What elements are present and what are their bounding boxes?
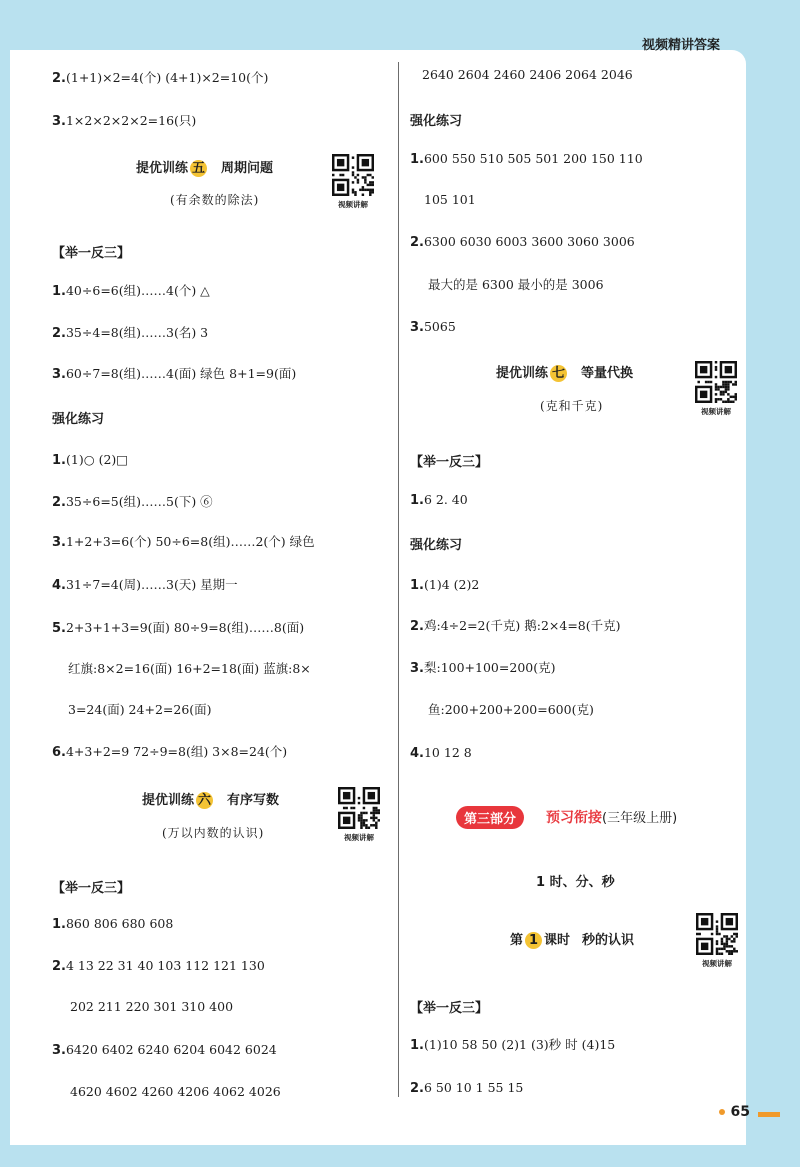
page-number: 65 — [719, 1104, 750, 1120]
list-item: 1.(1)○ (2)□ — [52, 452, 129, 468]
list-item: 2.鸡:4÷2=2(千克) 鹅:2×4=8(千克) — [410, 618, 621, 634]
list-item: 红旗:8×2=16(面) 16+2=18(面) 蓝旗:8× — [68, 661, 311, 676]
list-item: 最大的是 6300 最小的是 3006 — [428, 277, 604, 292]
section-badge: 五 — [192, 161, 206, 176]
list-item: 3.5065 — [410, 319, 456, 335]
part-badge: 第三部分 — [456, 806, 524, 829]
list-item: 105 101 — [424, 192, 476, 207]
section-subtitle: (万以内数的认识) — [162, 826, 265, 840]
section-label: 强化练习 — [410, 538, 463, 553]
qr-modules — [332, 154, 374, 196]
dot-icon — [719, 1109, 725, 1115]
list-item: 202 211 220 301 310 400 — [70, 999, 234, 1014]
list-item: 2.(1+1)×2=4(个) (4+1)×2=10(个) — [52, 70, 269, 86]
list-item: 1.40÷6=6(组)……4(个) △ — [52, 283, 210, 299]
lesson-badge: 1 — [525, 932, 542, 949]
part-title: 预习衔接(三年级上册) — [546, 810, 678, 826]
list-item: 3.6420 6402 6240 6204 6042 6024 — [52, 1042, 277, 1058]
qr-caption: 视频讲解 — [701, 407, 731, 416]
section-title: 提优训练 六 有序写数 — [142, 793, 280, 808]
unit-title: 1 时、分、秒 — [536, 875, 615, 890]
qr-caption: 视频讲解 — [338, 200, 368, 209]
list-item: 1.(1)10 58 50 (2)1 (3)秒 时 (4)15 — [410, 1037, 616, 1053]
section-label: 【举一反三】 — [410, 455, 489, 470]
accent-bar — [758, 1112, 780, 1117]
list-item: 3=24(面) 24+2=26(面) — [68, 702, 212, 717]
qr-caption: 视频讲解 — [702, 959, 732, 968]
qr-caption: 视频讲解 — [344, 833, 374, 842]
section-title: 提优训练 七 等量代换 — [496, 366, 634, 381]
qr-code-icon[interactable] — [696, 913, 738, 955]
list-item: 2640 2604 2460 2406 2064 2046 — [422, 67, 633, 82]
list-item: 3.梨:100+100=200(克) — [410, 660, 556, 676]
section-label: 强化练习 — [410, 114, 463, 129]
lesson-title: 第 1 课时 秒的认识 — [510, 933, 635, 948]
section-subtitle: (有余数的除法) — [170, 193, 260, 207]
qr-modules — [338, 787, 380, 829]
list-item: 2.4 13 22 31 40 103 112 121 130 — [52, 958, 265, 974]
header-title: 视频精讲答案 — [641, 38, 720, 53]
qr-code-icon[interactable] — [695, 361, 737, 403]
page-sheet — [10, 50, 746, 1145]
section-badge: 七 — [552, 366, 566, 381]
list-item: 6.4+3+2=9 72÷9=8(组) 3×8=24(个) — [52, 744, 288, 760]
section-label: 【举一反三】 — [52, 881, 131, 896]
section-subtitle: (克和千克) — [540, 399, 604, 413]
list-item: 1.860 806 680 608 — [52, 916, 174, 932]
qr-code-icon[interactable] — [332, 154, 374, 196]
list-item: 4.31÷7=4(周)……3(天) 星期一 — [52, 577, 238, 593]
section-badge: 六 — [198, 793, 212, 808]
section-label: 【举一反三】 — [52, 246, 131, 261]
list-item: 2.35÷6=5(组)……5(下) ⑥ — [52, 494, 213, 510]
list-item: 2.6300 6030 6003 3600 3060 3006 — [410, 234, 635, 250]
section-label: 【举一反三】 — [410, 1001, 489, 1016]
list-item: 1.6 2. 40 — [410, 492, 468, 508]
column-divider — [398, 62, 399, 1097]
qr-modules — [695, 361, 737, 403]
list-item: 5.2+3+1+3=9(面) 80÷9=8(组)……8(面) — [52, 620, 305, 636]
section-title: 提优训练 五 周期问题 — [136, 161, 274, 176]
list-item: 3.60÷7=8(组)……4(面) 绿色 8+1=9(面) — [52, 366, 297, 382]
qr-modules — [696, 913, 738, 955]
list-item: 3.1+2+3=6(个) 50÷6=8(组)……2(个) 绿色 — [52, 534, 315, 550]
list-item: 4.10 12 8 — [410, 745, 472, 761]
section-label: 强化练习 — [52, 412, 105, 427]
list-item: 1.(1)4 (2)2 — [410, 577, 480, 593]
list-item: 鱼:200+200+200=600(克) — [428, 702, 594, 717]
list-item: 1.600 550 510 505 501 200 150 110 — [410, 151, 643, 167]
list-item: 2.35÷4=8(组)……3(名) 3 — [52, 325, 209, 341]
list-item: 4620 4602 4260 4206 4062 4026 — [70, 1084, 281, 1099]
list-item: 3.1×2×2×2×2=16(只) — [52, 113, 197, 129]
qr-code-icon[interactable] — [338, 787, 380, 829]
list-item: 2.6 50 10 1 55 15 — [410, 1080, 524, 1096]
